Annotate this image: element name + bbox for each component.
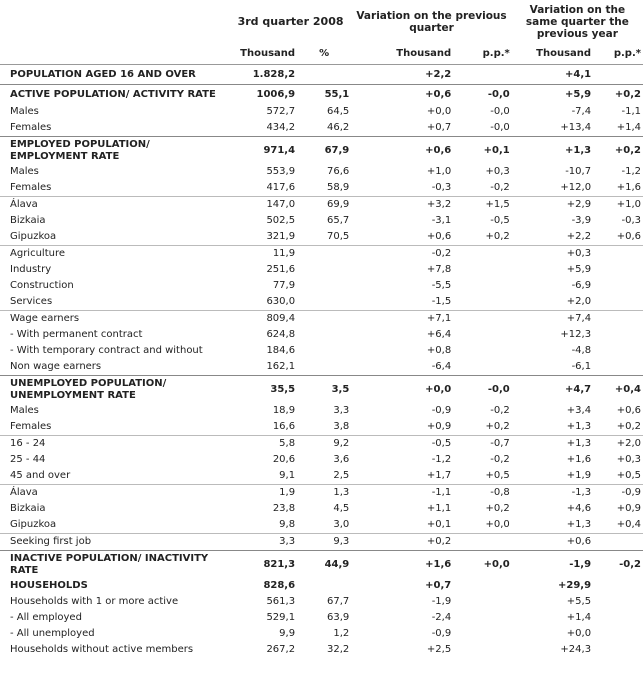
value-percent: 3,0	[333, 519, 350, 530]
value-thousand: 147,0	[230, 197, 297, 214]
value-percent	[297, 359, 351, 376]
value-thousand: 20,6	[272, 454, 296, 465]
row-label: UNEMPLOYED POPULATION/ UNEMPLOYMENT RATE	[0, 376, 230, 404]
var-year-pp: +0,4	[616, 519, 641, 530]
header-variation-previous-year: Variation on the same quarter the previous year	[525, 4, 629, 40]
value-thousand: 251,6	[266, 264, 296, 275]
var-year-pp	[593, 578, 643, 594]
row-label: 25 - 44	[10, 454, 46, 465]
var-quarter-pp: -0,8	[453, 485, 512, 502]
value-percent	[297, 262, 351, 278]
row-label: Males	[10, 106, 39, 117]
var-quarter-pp: +0,3	[485, 166, 510, 177]
var-year-pp: +0,2	[616, 421, 641, 432]
var-quarter-thousand: +0,6	[426, 231, 452, 242]
value-percent	[297, 311, 351, 328]
var-year-thousand: +0,0	[566, 628, 592, 639]
table-row	[0, 403, 643, 419]
var-quarter-thousand: +0,7	[426, 122, 452, 133]
var-year-pp: +0,5	[616, 470, 641, 481]
value-percent	[297, 278, 351, 294]
table-row	[0, 327, 643, 343]
var-quarter-thousand: -0,2	[351, 246, 453, 263]
row-label: POPULATION AGED 16 AND OVER	[10, 69, 196, 80]
var-quarter-thousand: -1,5	[431, 296, 452, 307]
var-year-pp	[593, 610, 643, 626]
table-row	[0, 436, 643, 453]
value-percent: 67,9	[297, 137, 351, 165]
row-label: - All employed	[10, 612, 82, 623]
value-thousand: 572,7	[266, 106, 296, 117]
var-year-pp: -0,9	[593, 485, 643, 502]
var-quarter-thousand: -3,1	[431, 215, 452, 226]
var-quarter-thousand: -1,1	[351, 485, 453, 502]
var-quarter-pp: -0,0	[490, 106, 510, 117]
var-year-thousand: +1,6	[566, 454, 592, 465]
var-year-pp: -1,1	[621, 106, 641, 117]
var-year-pp	[593, 626, 643, 642]
var-quarter-pp	[453, 642, 512, 658]
value-thousand: 417,6	[266, 182, 296, 193]
row-label: Seeking first job	[0, 534, 230, 551]
header-sub-row	[0, 44, 643, 65]
var-quarter-pp	[453, 359, 512, 376]
var-quarter-pp: +0,0	[453, 551, 512, 579]
row-label: 16 - 24	[0, 436, 230, 453]
var-quarter-pp	[453, 610, 512, 626]
var-year-thousand: +2,2	[566, 231, 592, 242]
var-quarter-pp	[453, 578, 512, 594]
var-quarter-thousand: +1,7	[426, 470, 452, 481]
value-percent: 76,6	[327, 166, 350, 177]
var-year-thousand: -6,1	[571, 361, 592, 372]
value-thousand: 3,3	[230, 534, 297, 551]
var-year-pp: +1,0	[593, 197, 643, 214]
var-quarter-pp: -0,5	[490, 215, 510, 226]
var-quarter-pp	[453, 534, 512, 551]
table-row	[0, 594, 643, 610]
value-thousand: 1.828,2	[252, 68, 296, 80]
row-label: - All unemployed	[10, 628, 95, 639]
table-row	[0, 610, 643, 626]
table-row	[0, 419, 643, 436]
var-year-pp	[593, 311, 643, 328]
value-percent: 1,2	[333, 628, 350, 639]
var-year-pp: +0,3	[616, 454, 641, 465]
value-thousand: 23,8	[272, 503, 296, 514]
table-row	[0, 517, 643, 534]
var-quarter-pp: +0,2	[485, 421, 510, 432]
value-percent: 55,1	[297, 85, 351, 105]
table-body	[0, 65, 643, 659]
value-percent: 63,9	[327, 612, 350, 623]
table-row	[0, 452, 643, 468]
value-percent: 46,2	[327, 122, 350, 133]
var-year-thousand: -10,7	[565, 166, 592, 177]
var-quarter-thousand: +1,1	[426, 503, 452, 514]
table-row	[0, 468, 643, 485]
var-quarter-thousand: +2,5	[426, 644, 452, 655]
table-row	[0, 213, 643, 229]
row-label: Industry	[10, 264, 52, 275]
row-label: Agriculture	[0, 246, 230, 263]
value-percent: 64,5	[327, 106, 350, 117]
var-year-thousand: +2,0	[566, 296, 592, 307]
value-percent: 9,2	[297, 436, 351, 453]
var-quarter-pp: -0,2	[490, 182, 510, 193]
var-year-thousand: -6,9	[571, 280, 592, 291]
header-sub-percent: %	[297, 44, 351, 65]
var-quarter-thousand: +6,4	[426, 329, 452, 340]
row-label: Non wage earners	[10, 361, 102, 372]
row-label: Females	[10, 182, 52, 193]
var-year-thousand: +1,4	[566, 612, 592, 623]
row-label: - With permanent contract	[10, 329, 143, 340]
row-label: HOUSEHOLDS	[10, 580, 88, 591]
var-year-thousand: +4,7	[512, 376, 593, 404]
value-percent: 4,5	[333, 503, 350, 514]
var-quarter-pp: -0,7	[453, 436, 512, 453]
table-row	[0, 534, 643, 551]
value-percent	[297, 246, 351, 263]
var-year-thousand: -3,9	[571, 215, 592, 226]
table-row	[0, 164, 643, 180]
var-quarter-thousand: +0,6	[351, 137, 453, 165]
var-quarter-thousand: -1,2	[431, 454, 452, 465]
var-year-pp	[593, 343, 643, 359]
var-year-pp	[593, 294, 643, 311]
row-label: Construction	[10, 280, 74, 291]
header-sub-pp: p.p.*	[593, 44, 643, 65]
table-row	[0, 229, 643, 246]
var-quarter-pp: +0,2	[485, 231, 510, 242]
var-quarter-pp	[453, 246, 512, 263]
var-quarter-thousand: -0,5	[351, 436, 453, 453]
row-label: Households without active members	[10, 644, 194, 655]
table-row	[0, 246, 643, 263]
row-label: Gipuzkoa	[10, 231, 57, 242]
table-row	[0, 359, 643, 376]
table-row	[0, 262, 643, 278]
value-thousand: 529,1	[266, 612, 296, 623]
row-label: EMPLOYED POPULATION/ EMPLOYMENT RATE	[0, 137, 230, 165]
var-year-thousand: +0,3	[512, 246, 593, 263]
value-thousand: 630,0	[266, 296, 296, 307]
var-year-thousand: +1,3	[566, 519, 592, 530]
var-quarter-thousand: +3,2	[351, 197, 453, 214]
table-row	[0, 294, 643, 311]
var-year-thousand: +5,9	[512, 85, 593, 105]
var-quarter-thousand: +0,9	[426, 421, 452, 432]
table-row	[0, 180, 643, 197]
var-quarter-pp	[453, 343, 512, 359]
table-row	[0, 501, 643, 517]
var-quarter-thousand: +0,2	[351, 534, 453, 551]
var-year-thousand: +3,4	[566, 405, 592, 416]
row-label: 45 and over	[10, 470, 71, 481]
value-percent: 3,3	[333, 405, 350, 416]
var-year-thousand: -4,8	[571, 345, 592, 356]
var-quarter-pp: -0,2	[490, 454, 510, 465]
row-label: Females	[10, 421, 52, 432]
var-year-thousand: +0,6	[512, 534, 593, 551]
header-sub-thousand: Thousand	[351, 44, 453, 65]
value-thousand: 11,9	[230, 246, 297, 263]
table-row	[0, 626, 643, 642]
var-quarter-pp: +0,2	[485, 503, 510, 514]
var-year-pp: +0,4	[593, 376, 643, 404]
var-year-pp: -1,2	[621, 166, 641, 177]
value-thousand: 16,6	[272, 421, 296, 432]
var-year-thousand: +29,9	[558, 580, 592, 591]
header-3rd-quarter-2008: 3rd quarter 2008	[237, 15, 344, 28]
table-row	[0, 642, 643, 658]
var-year-thousand: +24,3	[560, 644, 592, 655]
var-year-pp: -0,3	[621, 215, 641, 226]
var-quarter-pp	[453, 594, 512, 610]
var-year-thousand: +12,0	[560, 182, 592, 193]
value-thousand: 971,4	[230, 137, 297, 165]
value-thousand: 184,6	[266, 345, 296, 356]
value-percent: 9,3	[297, 534, 351, 551]
header-group-row	[0, 0, 643, 44]
row-label: ACTIVE POPULATION/ ACTIVITY RATE	[0, 85, 230, 105]
table-row	[0, 485, 643, 502]
value-thousand: 321,9	[266, 231, 296, 242]
header-blank	[0, 0, 230, 44]
row-label: Males	[10, 405, 39, 416]
value-thousand: 77,9	[272, 280, 296, 291]
header-sub-pp: p.p.*	[453, 44, 512, 65]
value-percent	[297, 578, 351, 594]
var-year-pp	[593, 327, 643, 343]
var-year-pp	[593, 359, 643, 376]
var-quarter-thousand: +0,8	[426, 345, 452, 356]
value-thousand: 5,8	[230, 436, 297, 453]
header-sub-blank	[0, 44, 230, 65]
var-quarter-thousand: +0,1	[426, 519, 452, 530]
value-thousand: 162,1	[266, 361, 296, 372]
var-quarter-thousand: +1,6	[351, 551, 453, 579]
var-quarter-thousand: +7,8	[426, 264, 452, 275]
table-row	[0, 120, 643, 137]
table-row	[0, 85, 643, 105]
value-thousand: 35,5	[230, 376, 297, 404]
value-thousand: 9,8	[279, 519, 296, 530]
var-year-pp	[593, 65, 643, 85]
header-sub-thousand: Thousand	[512, 44, 593, 65]
var-year-thousand: +7,4	[512, 311, 593, 328]
value-thousand: 434,2	[266, 122, 296, 133]
var-quarter-thousand: -2,4	[431, 612, 452, 623]
row-label: Wage earners	[0, 311, 230, 328]
row-label: - With temporary contract and without	[10, 345, 203, 356]
var-year-pp: +0,2	[593, 137, 643, 165]
var-quarter-thousand: +0,6	[351, 85, 453, 105]
var-year-thousand: +4,6	[566, 503, 592, 514]
var-year-pp: +0,2	[593, 85, 643, 105]
value-thousand: 9,1	[279, 470, 296, 481]
var-quarter-thousand: -0,9	[431, 628, 452, 639]
row-label: Services	[10, 296, 53, 307]
row-label: INACTIVE POPULATION/ INACTIVITY RATE	[0, 551, 230, 579]
var-year-pp: +0,6	[616, 231, 641, 242]
row-label: Bizkaia	[10, 503, 46, 514]
var-quarter-pp: +0,5	[485, 470, 510, 481]
table-row	[0, 376, 643, 404]
var-quarter-thousand: +2,2	[425, 68, 452, 80]
var-quarter-pp	[453, 311, 512, 328]
value-percent: 44,9	[297, 551, 351, 579]
value-thousand: 502,5	[266, 215, 296, 226]
var-year-pp	[593, 278, 643, 294]
var-quarter-pp	[453, 278, 512, 294]
row-label: Álava	[0, 197, 230, 214]
value-percent	[297, 327, 351, 343]
var-quarter-pp	[453, 327, 512, 343]
var-quarter-pp	[453, 262, 512, 278]
var-quarter-pp: -0,0	[453, 85, 512, 105]
var-quarter-thousand: +7,1	[351, 311, 453, 328]
var-year-pp: +1,4	[616, 122, 641, 133]
value-thousand: 267,2	[266, 644, 296, 655]
value-percent: 69,9	[297, 197, 351, 214]
var-quarter-pp: +0,1	[453, 137, 512, 165]
table-row	[0, 104, 643, 120]
value-percent: 70,5	[327, 231, 350, 242]
header-variation-previous-quarter: Variation on the previous quarter	[356, 10, 507, 34]
var-year-thousand: +2,9	[512, 197, 593, 214]
table-row	[0, 551, 643, 579]
var-quarter-pp: -0,2	[490, 405, 510, 416]
value-percent: 65,7	[327, 215, 350, 226]
var-quarter-pp	[453, 626, 512, 642]
row-label: Males	[10, 166, 39, 177]
var-quarter-pp	[453, 65, 512, 85]
value-percent	[297, 294, 351, 311]
row-label: Bizkaia	[10, 215, 46, 226]
value-thousand: 18,9	[272, 405, 296, 416]
value-percent: 32,2	[327, 644, 350, 655]
var-quarter-thousand: +0,7	[425, 580, 452, 591]
var-year-thousand: +1,3	[512, 436, 593, 453]
value-thousand: 1006,9	[230, 85, 297, 105]
table-row	[0, 137, 643, 165]
var-year-thousand: +13,4	[560, 122, 592, 133]
var-year-thousand: +1,3	[512, 137, 593, 165]
var-year-thousand: +1,9	[566, 470, 592, 481]
value-thousand: 821,3	[230, 551, 297, 579]
var-year-thousand: -1,9	[512, 551, 593, 579]
value-percent: 3,5	[297, 376, 351, 404]
var-year-thousand: -1,3	[512, 485, 593, 502]
value-percent: 3,6	[333, 454, 350, 465]
var-year-pp: +1,6	[616, 182, 641, 193]
table-row	[0, 278, 643, 294]
var-quarter-pp: -0,0	[453, 376, 512, 404]
value-percent	[297, 343, 351, 359]
table-row	[0, 578, 643, 594]
value-thousand: 809,4	[230, 311, 297, 328]
var-quarter-thousand: +1,0	[426, 166, 452, 177]
var-year-pp: -0,2	[593, 551, 643, 579]
table-row	[0, 65, 643, 85]
var-year-pp: +0,6	[616, 405, 641, 416]
table-row	[0, 311, 643, 328]
var-year-thousand: +4,1	[564, 68, 592, 80]
row-label: Females	[10, 122, 52, 133]
var-year-thousand: -7,4	[571, 106, 592, 117]
var-year-pp: +0,9	[616, 503, 641, 514]
var-quarter-thousand: +0,0	[351, 376, 453, 404]
value-percent: 2,5	[333, 470, 350, 481]
row-label: Álava	[0, 485, 230, 502]
var-quarter-thousand: -0,9	[431, 405, 452, 416]
value-thousand: 828,6	[263, 580, 296, 591]
var-quarter-thousand: -5,5	[431, 280, 452, 291]
var-year-thousand: +5,5	[566, 596, 592, 607]
var-quarter-thousand: +0,0	[426, 106, 452, 117]
var-year-pp	[593, 534, 643, 551]
value-thousand: 624,8	[266, 329, 296, 340]
table-row	[0, 343, 643, 359]
value-percent: 58,9	[327, 182, 350, 193]
var-year-pp	[593, 642, 643, 658]
var-quarter-thousand: -0,3	[431, 182, 452, 193]
header-sub-thousand: Thousand	[230, 44, 297, 65]
var-quarter-pp	[453, 294, 512, 311]
var-year-pp	[593, 262, 643, 278]
row-label: Gipuzkoa	[10, 519, 57, 530]
var-year-thousand: +5,9	[566, 264, 592, 275]
var-year-thousand: +1,3	[566, 421, 592, 432]
var-year-pp	[593, 246, 643, 263]
var-quarter-pp: +1,5	[453, 197, 512, 214]
table-row	[0, 197, 643, 214]
value-percent: 3,8	[333, 421, 350, 432]
var-year-thousand: +12,3	[560, 329, 592, 340]
var-quarter-thousand: -6,4	[431, 361, 452, 372]
var-quarter-pp: +0,0	[485, 519, 510, 530]
value-percent: 67,7	[327, 596, 350, 607]
var-year-pp: +2,0	[593, 436, 643, 453]
value-thousand: 1,9	[230, 485, 297, 502]
value-percent	[297, 65, 351, 85]
value-thousand: 9,9	[279, 628, 296, 639]
var-year-pp	[593, 594, 643, 610]
value-thousand: 561,3	[266, 596, 296, 607]
value-percent: 1,3	[297, 485, 351, 502]
row-label: Households with 1 or more active	[10, 596, 179, 607]
value-thousand: 553,9	[266, 166, 296, 177]
var-quarter-thousand: -1,9	[431, 596, 452, 607]
var-quarter-pp: -0,0	[490, 122, 510, 133]
